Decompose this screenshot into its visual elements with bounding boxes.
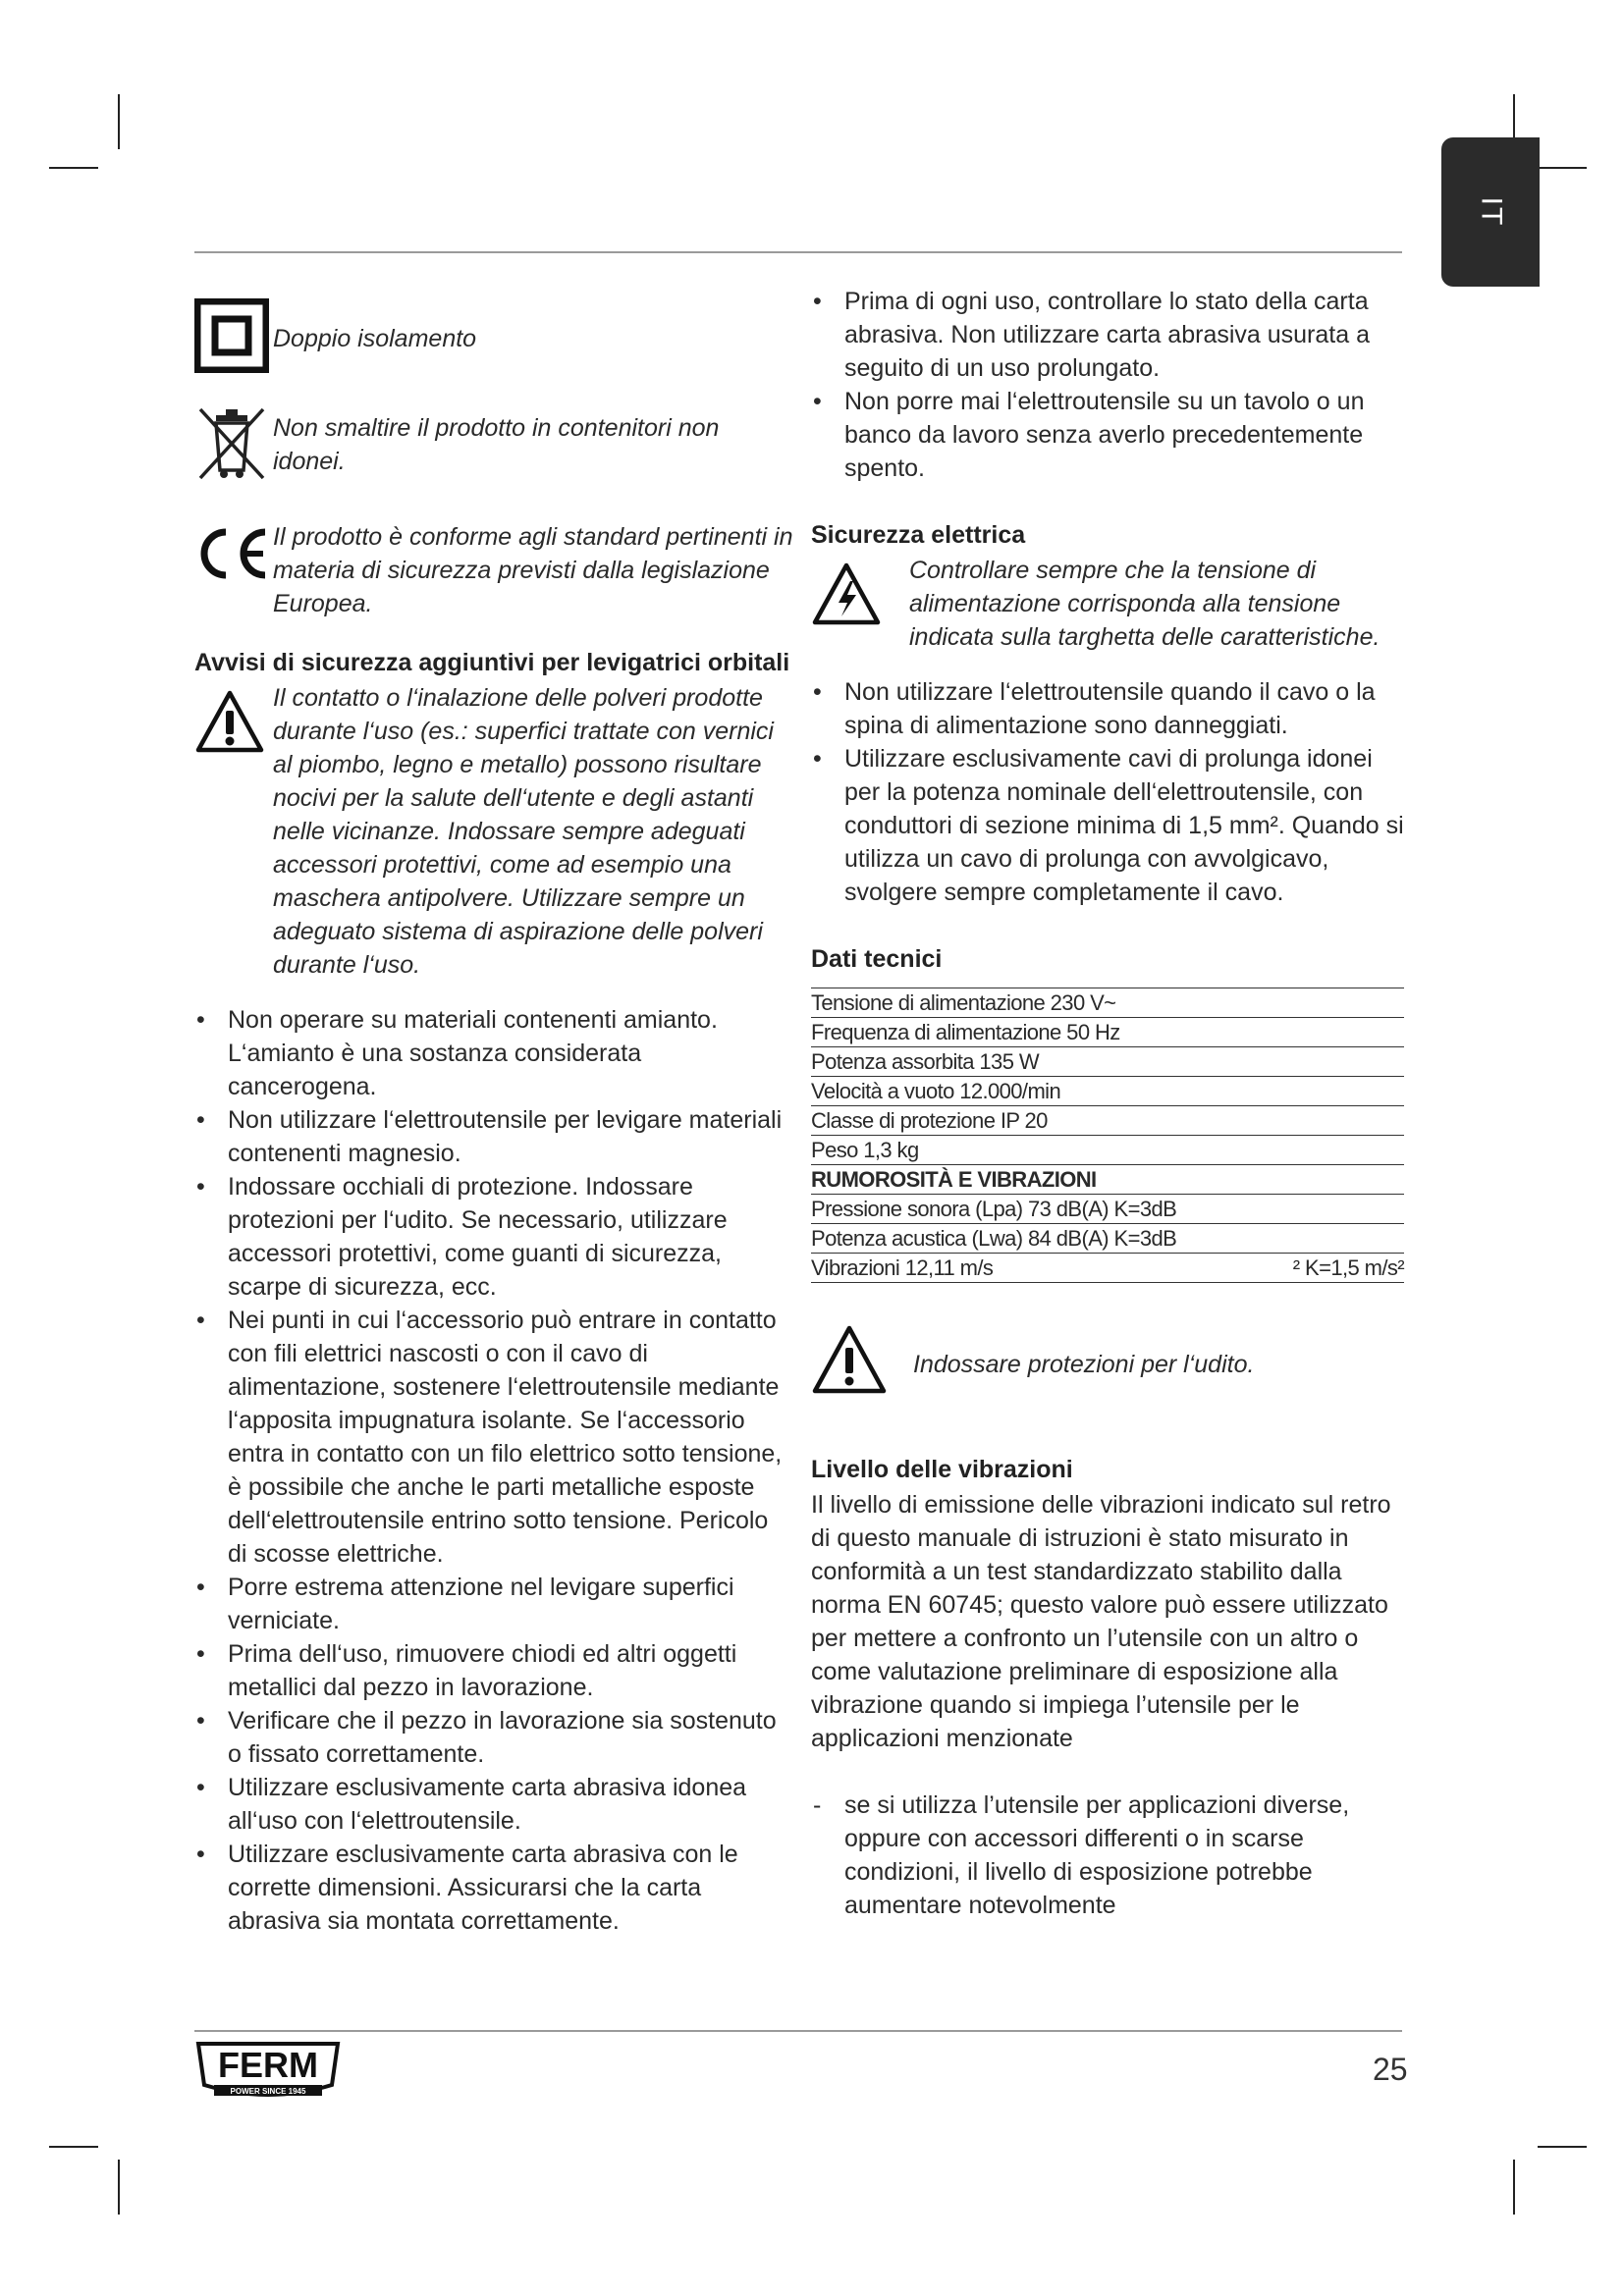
table-row [811, 1195, 1404, 1224]
list-item: • Non operare su materiali contenenti amianto. L‘amianto è una sostanza considerata cancerogena. [196, 1006, 718, 1100]
spec-label: Vibrazioni 12,11 m/s [811, 1254, 1266, 1283]
double-insulation-icon [194, 298, 273, 382]
list-item: • Non utilizzare l‘elettroutensile per levigare materiali contenenti magnesio. [196, 1106, 783, 1167]
crop-mark [1538, 167, 1587, 169]
crop-mark [1538, 2146, 1587, 2148]
language-label: IT [1474, 196, 1507, 228]
tech-data-heading: Dati tecnici [811, 945, 943, 973]
spec-extra [1266, 1195, 1404, 1224]
vibration-heading: Livello delle vibrazioni [811, 1456, 1073, 1483]
table-row [811, 1165, 1404, 1195]
list-item: • Utilizzare esclusivamente carta abrasiva con le corrette dimensioni. Assicurarsi che la carta abrasiva sia montata correttamente. [196, 1841, 738, 1935]
symbol-text: Non smaltire il prodotto in contenitori non idonei. [273, 414, 720, 475]
electric-hazard-icon [811, 554, 909, 635]
symbol-row [194, 512, 793, 620]
symbol-text: Il prodotto è conforme agli standard pertinenti in materia di sicurezza previsti dalla legislazione Europea. [273, 523, 793, 617]
electrical-safety-heading: Sicurezza elettrica [811, 521, 1026, 549]
spec-extra [1266, 988, 1404, 1018]
spec-label: RUMOROSITÀ E VIBRAZIONI [811, 1165, 1266, 1195]
spec-label: Potenza assorbita 135 W [811, 1047, 1266, 1077]
crop-mark [118, 2160, 120, 2215]
spec-extra [1266, 1018, 1404, 1047]
hearing-warning [811, 1324, 1404, 1404]
spec-extra [1266, 1165, 1404, 1195]
list-item: • Utilizzare esclusivamente carta abrasiva idonea all‘uso con l‘elettroutensile. [196, 1774, 747, 1835]
list-item: - se si utilizza l’utensile per applicazioni diverse, oppure con accessori differenti o in scarse condizioni, il livello di esposizione potrebbe aumentare notevolmente [813, 1791, 1350, 1919]
spec-label: Pressione sonora (Lpa) 73 dB(A) K=3dB [811, 1195, 1266, 1224]
brand-name: FERM [218, 2045, 318, 2085]
list-item: • Prima di ogni uso, controllare lo stato della carta abrasiva. Non utilizzare carta abrasiva usurata a seguito di un uso prolungato. [813, 288, 1370, 382]
spec-extra [1266, 1136, 1404, 1165]
dust-warning-text: Il contatto o l‘inalazione delle polveri prodotte durante l‘uso (es.: superfici trattate con vernici al piombo, legno e metallo) possono risultare nocivi per la salute dell‘utente e degli astanti nelle vicinanze. Indossare sempre adeguati accessori protettivi, come ad esempio una maschera antipolvere. Utilizzare sempre un adeguato sistema di aspirazione delle polveri durante l‘uso. [273, 684, 774, 979]
electrical-bullet-list [811, 675, 1404, 909]
list-item: • Prima dell‘uso, rimuovere chiodi ed altri oggetti metallici dal pezzo in lavorazione. [196, 1640, 737, 1701]
spec-label: Classe di protezione IP 20 [811, 1106, 1266, 1136]
dust-warning [194, 681, 793, 982]
language-tab [1441, 137, 1540, 287]
table-row [811, 1106, 1404, 1136]
crop-mark [1513, 2160, 1515, 2215]
list-item: • Nei punti in cui l‘accessorio può entrare in contatto con fili elettrici nascosti o con il cavo di alimentazione, sostenere l‘elettroutensile mediante l‘apposita impugnatura isolante. Se l‘accessorio entra in contatto con un filo elettrico sotto tensione, è possibile che anche le parti metalliche esposte dell‘elettroutensile entrino sotto tensione. Pericolo di scosse elettriche. [196, 1307, 783, 1568]
header-rule [194, 251, 1402, 253]
table-row [811, 1224, 1404, 1254]
crop-mark [49, 167, 98, 169]
right-column [811, 285, 1404, 1922]
tech-data-table [811, 988, 1404, 1283]
table-row [811, 1047, 1404, 1077]
table-row [811, 1018, 1404, 1047]
list-item: • Utilizzare esclusivamente cavi di prolunga idonei per la potenza nominale dell‘elettroutensile, con conduttori di sezione minima di 1,5 mm². Quando si utilizza un cavo di prolunga con avvolgicavo, svolgere sempre completamente il cavo. [813, 745, 1404, 906]
spec-extra: ² K=1,5 m/s² [1266, 1254, 1404, 1283]
warning-triangle-icon [811, 1324, 913, 1404]
sander-safety-heading: Avvisi di sicurezza aggiuntivi per levigatrici orbitali [194, 649, 790, 676]
crop-mark [118, 94, 120, 149]
spec-label: Frequenza di alimentazione 50 Hz [811, 1018, 1266, 1047]
ce-mark-icon [194, 512, 273, 590]
list-item: • Non porre mai l‘elettroutensile su un tavolo o un banco da lavoro senza averlo precedentemente spento. [813, 388, 1365, 482]
warning-triangle-icon [194, 681, 273, 763]
spec-label: Peso 1,3 kg [811, 1136, 1266, 1165]
ferm-logo [194, 2040, 342, 2108]
spec-label: Potenza acustica (Lwa) 84 dB(A) K=3dB [811, 1224, 1266, 1254]
table-row [811, 988, 1404, 1018]
hearing-warning-text: Indossare protezioni per l‘udito. [913, 1350, 1255, 1378]
symbol-row [194, 403, 793, 491]
list-item: • Non utilizzare l‘elettroutensile quando il cavo o la spina di alimentazione sono danneggiati. [813, 678, 1376, 739]
spec-label: Velocità a vuoto 12.000/min [811, 1077, 1266, 1106]
crop-mark [49, 2146, 98, 2148]
spec-extra [1266, 1077, 1404, 1106]
vibration-paragraph: Il livello di emissione delle vibrazioni indicato sul retro di questo manuale di istruzioni è stato misurato in conformità a un test standardizzato stabilito dalla norma EN 60745; questo valore può essere utilizzato per mettere a confronto un l’utensile con un altro o come valutazione preliminare di esposizione alla vibrazione quando si impiega l’utensile per le applicazioni menzionate [811, 1491, 1391, 1752]
spec-extra [1266, 1106, 1404, 1136]
left-column [194, 285, 793, 1938]
voltage-warning [811, 554, 1404, 654]
sander-bullet-list [194, 1003, 793, 1938]
weee-bin-icon [194, 403, 273, 491]
table-row [811, 1254, 1404, 1283]
table-row [811, 1136, 1404, 1165]
spec-extra [1266, 1047, 1404, 1077]
page-number: 25 [1373, 2052, 1408, 2087]
brand-tagline: POWER SINCE 1945 [230, 2087, 306, 2096]
voltage-warning-text: Controllare sempre che la tensione di alimentazione corrisponda alla tensione indicata sulla targhetta delle caratteristiche. [909, 557, 1380, 651]
sandpaper-bullet-list [811, 285, 1404, 485]
vibration-dash-list [811, 1789, 1404, 1922]
list-item: • Porre estrema attenzione nel levigare superfici verniciate. [196, 1574, 734, 1634]
list-item: • Indossare occhiali di protezione. Indossare protezioni per l‘udito. Se necessario, utilizzare accessori protettivi, come guanti di sicurezza, scarpe di sicurezza, ecc. [196, 1173, 728, 1301]
spec-label: Tensione di alimentazione 230 V~ [811, 988, 1266, 1018]
list-item: • Verificare che il pezzo in lavorazione sia sostenuto o fissato correttamente. [196, 1707, 777, 1768]
footer-rule [194, 2030, 1402, 2032]
table-row [811, 1077, 1404, 1106]
spec-extra [1266, 1224, 1404, 1254]
symbol-text: Doppio isolamento [273, 325, 477, 352]
symbol-row [194, 298, 793, 382]
